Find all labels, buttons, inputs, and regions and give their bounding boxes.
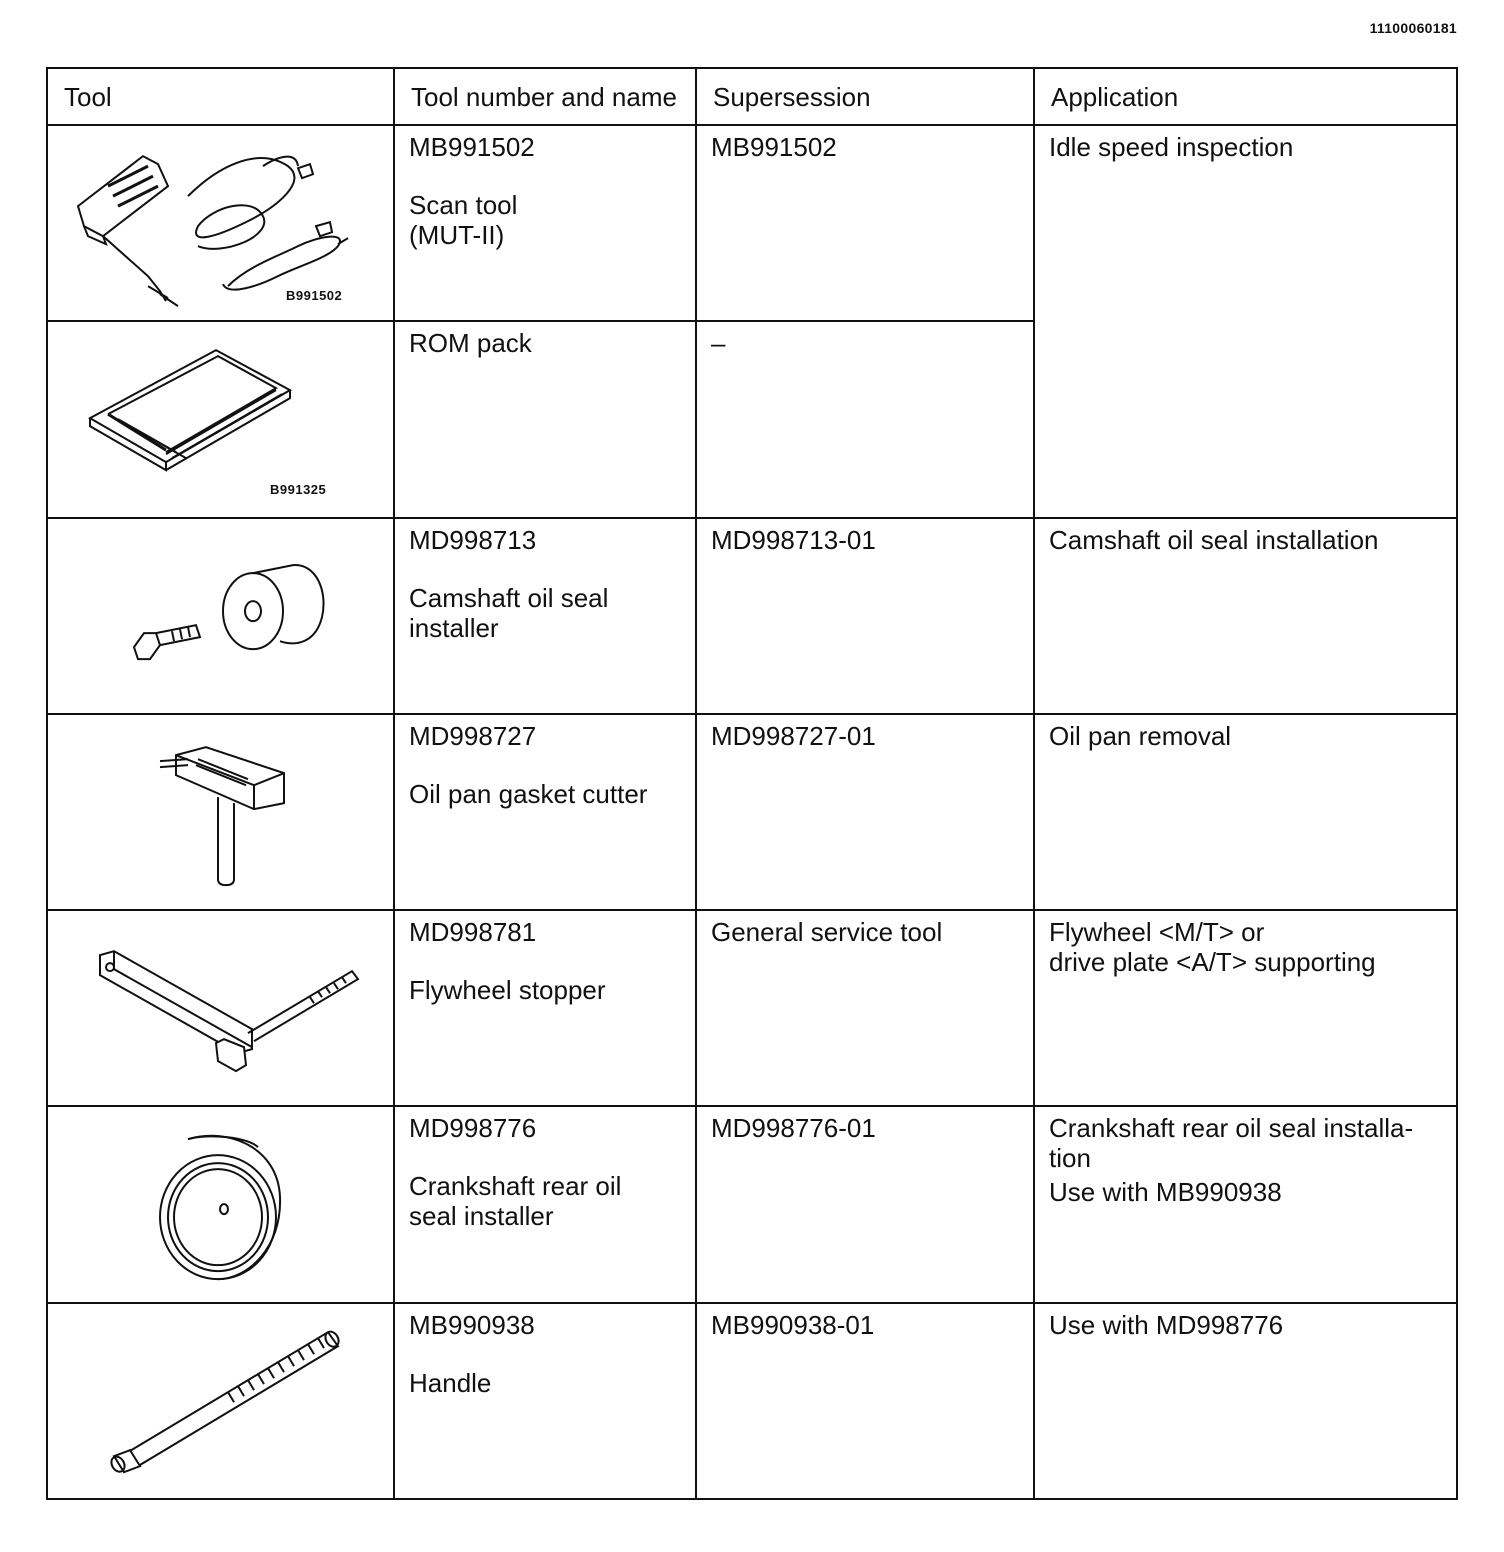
application-text: Idle speed inspection [1049,132,1294,162]
application-cell [1034,714,1457,910]
application-cell [1034,518,1457,714]
application-text: Crankshaft rear oil seal installa- [1049,1113,1414,1144]
tool-illustration-cell [47,518,394,714]
tool-illustration-cell [47,321,394,517]
tool-number-name-cell [394,518,696,714]
supersession-cell [696,321,1034,517]
header-application: Application [1034,68,1457,125]
supersession-value: – [711,328,726,359]
tool-illustration-cell [47,910,394,1106]
tool-name: Flywheel stopper [409,975,606,1006]
supersession-cell [696,1106,1034,1302]
rom-pack-icon [48,322,393,516]
tool-number: MD998727 [409,720,537,751]
tool-number: MB990938 [409,1309,535,1340]
handle-icon [48,1304,393,1498]
tool-name: Oil pan gasket cutter [409,778,648,809]
tool-name: Scan tool [409,190,518,220]
gasket-cutter-icon [48,715,393,909]
supersession-value: MB990938-01 [711,1309,875,1340]
table-row [47,518,1457,714]
tool-number-name-cell [394,321,696,517]
table-row [47,1106,1457,1302]
supersession-value: MD998727-01 [711,720,876,751]
tool-name: ROM pack [409,328,532,359]
supersession-value: MD998713-01 [711,524,876,555]
tool-name-continued: installer [409,612,499,643]
table-row [47,910,1457,1106]
tool-illustration-cell [47,125,394,321]
supersession-cell [696,1303,1034,1499]
application-cell [1034,1303,1457,1499]
tool-number: MD998713 [409,524,537,555]
figure-code: B991325 [270,482,327,498]
special-tools-table [46,67,1458,1500]
crankshaft-seal-installer-icon [48,1107,393,1301]
tool-illustration-cell [47,1303,394,1499]
tool-number-name-cell [394,910,696,1106]
table-header-row [47,68,1457,125]
header-tool: Tool [47,68,394,125]
tool-name-continued: (MUT-II) [409,220,505,250]
tool-number: MD998776 [409,1113,537,1144]
supersession-value: MB991502 [711,132,837,162]
header-tool-number-name: Tool number and name [394,68,696,125]
tool-number: MB991502 [409,132,535,162]
application-text-continued: drive plate <A/T> supporting [1049,947,1376,978]
supersession-cell [696,910,1034,1106]
application-text: Use with MD998776 [1049,1309,1284,1340]
application-cell [1034,1106,1457,1302]
tool-illustration-cell [47,714,394,910]
document-code: 11100060181 [1369,20,1457,36]
application-text: Camshaft oil seal installation [1049,524,1379,555]
application-cell [1034,125,1457,518]
tool-number: MD998781 [409,917,537,948]
tool-illustration-cell [47,1106,394,1302]
camshaft-oil-seal-installer-icon [48,519,393,713]
supersession-value: MD998776-01 [711,1113,876,1144]
supersession-cell [696,518,1034,714]
application-cell [1034,910,1457,1106]
tool-name: Camshaft oil seal [409,582,609,613]
application-note: Use with MB990938 [1049,1177,1282,1208]
tool-number-name-cell [394,1303,696,1499]
table-row [47,125,1457,321]
table-row [47,1303,1457,1499]
supersession-value: General service tool [711,917,943,948]
application-text: Flywheel <M/T> or [1049,917,1265,948]
application-text: Oil pan removal [1049,720,1232,751]
header-supersession: Supersession [696,68,1034,125]
tool-name: Crankshaft rear oil [409,1171,622,1202]
application-text-continued: tion [1049,1143,1091,1174]
supersession-cell [696,125,1034,321]
table-row [47,714,1457,910]
tool-name: Handle [409,1367,492,1398]
tool-number-name-cell [394,714,696,910]
flywheel-stopper-icon [48,911,393,1105]
tool-name-continued: seal installer [409,1201,554,1232]
figure-code: B991502 [286,288,343,303]
tool-number-name-cell [394,125,696,321]
tool-number-name-cell [394,1106,696,1302]
supersession-cell [696,714,1034,910]
